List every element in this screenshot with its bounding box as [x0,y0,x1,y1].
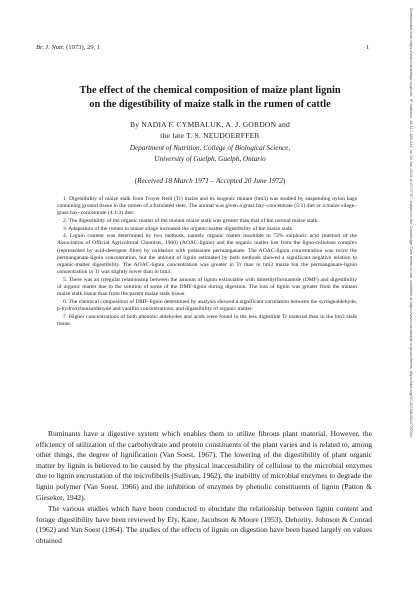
authors-line: the late T. S. NEUDOERFFER [160,131,260,140]
affiliation-line: University of Guelph, Guelph, Ontario [154,154,266,163]
abstract-paragraph: 2. The digestibility of the organic matter of the mutant maize stalk was greater than that of the normal maize stalk. [63,218,319,224]
abstract-paragraph: 4. Lignin content was determined by two methods, namely organic matter insoluble in 72% sulphuric acid (method of the Association of Official Agricultural Chemists, 1960) (AOAC-lignin) and the organic matter lost from the ligno-cellulose complex (represented by acid-detergent fibre) by oxidation with potassium permanganate. The AOAC-lignin concentration was twice the permanganate-lignin concentration, but the amount of lignin estimated by both methods showed a significant negative relation to organic-matter digestibility. The AOAC-lignin concentration was greater in Tr than in bm3 maize but the permanganate-lignin concentration in Tr was slightly lower than in bm3. [57,233,357,276]
abstract-paragraph: 6. The chemical composition of DMF-lignin determined by analysis showed a significant correlation between the syringealdehyde, p-hydroxybenzaldehyde and vanillin concentrations, and digestibility of organic matter. [57,298,357,312]
page-number: 1 [366,44,370,51]
journal-volume: (1973), 29, 1 [66,44,101,51]
journal-reference [36,44,100,51]
title-line: The effect of the chemical composition of maize plant lignin [79,85,341,96]
body-text [36,429,372,548]
body-paragraph: The various studies which have been conducted to elucidate the relationship between lignin content and forage digestibility have been reviewed by Ely, Kane, Jacobson & Moore (1953), Dehority, Johnson & Conrad (1962) and Van Soest (1964). The studies of the effects of lignin on digestion have been based largely on values obtained [36,504,372,545]
abstract-paragraph: 1. Digestibility of maize stalk from Troyer Reid (Tr) maize and its isogenic mutant (bm3) was studied by suspending nylon bags containing ground tissue in the rumen of a fistulated steer. The animal was given a grass hay–concentrate (5:3) diet or a maize silage–grass hay–concentrate (4:1:3) diet. [57,196,357,217]
download-notice [408,8,416,588]
author-list [40,119,380,141]
received-accepted-dates [40,177,380,185]
abstract-paragraph: 5. There was an irregular relationship between the amount of lignin extractable with dimethylformamide (DMF) and digestibility of organic matter due to the solution of some of the DMF-lignin during digestion. The loss of lignin was greater from the mutant maize stalk tissue than from the parent maize stalk tissue. [57,276,357,298]
accepted-date: Accepted 20 June 1972 [216,177,283,185]
abstract-paragraph: 3. Adaptation of the rumen to maize silage increased the organic-matter digestibility of the maize stalk. [63,225,294,232]
article-title [40,84,380,111]
title-line: on the digestibility of maize stalk in the rumen of cattle [89,98,331,110]
abstract [57,196,357,328]
dates-separator: – [208,177,217,185]
affiliation [40,143,380,164]
authors-line: By NADIA F. CYMBALUK, A. J. GORDON and [130,120,290,129]
dates-close: ) [282,177,286,185]
abstract-paragraph: 7. Higher concentrations of both phenolic aldehydes and acids were found in the less digestible Tr material than in the bm3 stalk tissue. [57,313,357,327]
dates-open: ( [134,177,138,185]
body-paragraph: Ruminants have a digestive system which enables them to utilize fibrous plant material. However, the efficiency of utilization of the carbohydrate and protein constituents of the plant varies and is related to, among other things, the degree of lignification (Van Soest, 1967). The lowering of the digestibility of plant organic matter by lignin is believed to be caused by the physical inaccessibility of cellulose to the microbial enzymes due to lignin encrustation of the microfibrils (Sullivan, 1962), the inability of microbial enzymes to degrade the lignin polymer (Van Soest, 1966) and the inhibition of enzymes by phenolic constituents of lignin (Patton & Gieseker, 1942). [36,429,372,502]
download-notice-text: Downloaded from https://www.cambridge.org/core. IP address: 18.117.186.241, on 26 Jan 2019 at 07:07:57, subject to the Cambridge Core terms of use, available at https://www.cambridge.org/core/terms. https://doi.org/10.1079/BJN19730001 [409,8,414,438]
affiliation-line: Department of Nutrition, College of Biological Science, [129,144,291,152]
journal-name: Br. J. Nutr. [36,44,65,51]
received-date: Received 18 March 1971 [137,177,209,185]
